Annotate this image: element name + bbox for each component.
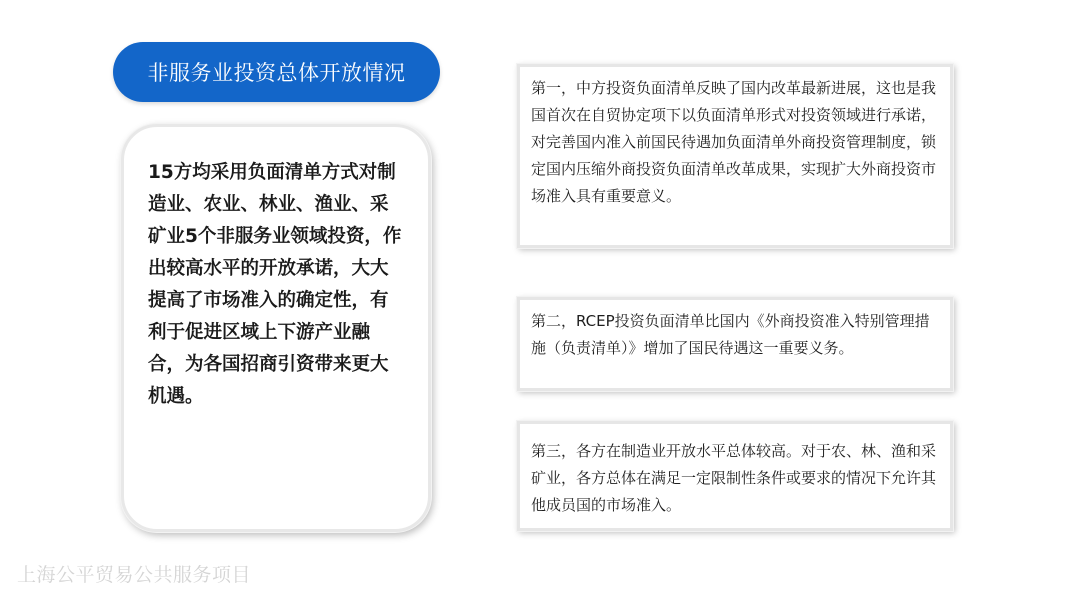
point-box-1 bbox=[517, 64, 953, 248]
point-text-2: 第二，RCEP投资负面清单比国内《外商投资准入特别管理措施（负责清单）》增加了国民待遇这一重要义务。 bbox=[531, 312, 930, 357]
point-box-3 bbox=[517, 421, 953, 531]
point-box-2 bbox=[517, 297, 953, 391]
point-text-3: 第三，各方在制造业开放水平总体较高。对于农、林、渔和采矿业，各方总体在满足一定限制性条件或要求的情况下允许其他成员国的市场准入。 bbox=[531, 442, 937, 514]
section-title-pill bbox=[113, 42, 440, 102]
section-title: 非服务业投资总体开放情况 bbox=[147, 61, 406, 85]
summary-text: 15方均采用负面清单方式对制造业、农业、林业、渔业、采矿业5个非服务业领域投资，作出较高水平的开放承诺，大大提高了市场准入的确定性，有利于促进区域上下游产业融合，为各国招商引资带来更大机遇。 bbox=[148, 162, 402, 407]
point-text-1: 第一，中方投资负面清单反映了国内改革最新进展，这也是我国首次在自贸协定项下以负面清单形式对投资领域进行承诺，对完善国内准入前国民待遇加负面清单外商投资管理制度，锁定国内压缩外商投资负面清单改革成果，实现扩大外商投资市场准入具有重要意义。 bbox=[531, 79, 937, 205]
summary-card bbox=[121, 124, 431, 532]
footer-watermark: 上海公平贸易公共服务项目 bbox=[17, 564, 252, 586]
